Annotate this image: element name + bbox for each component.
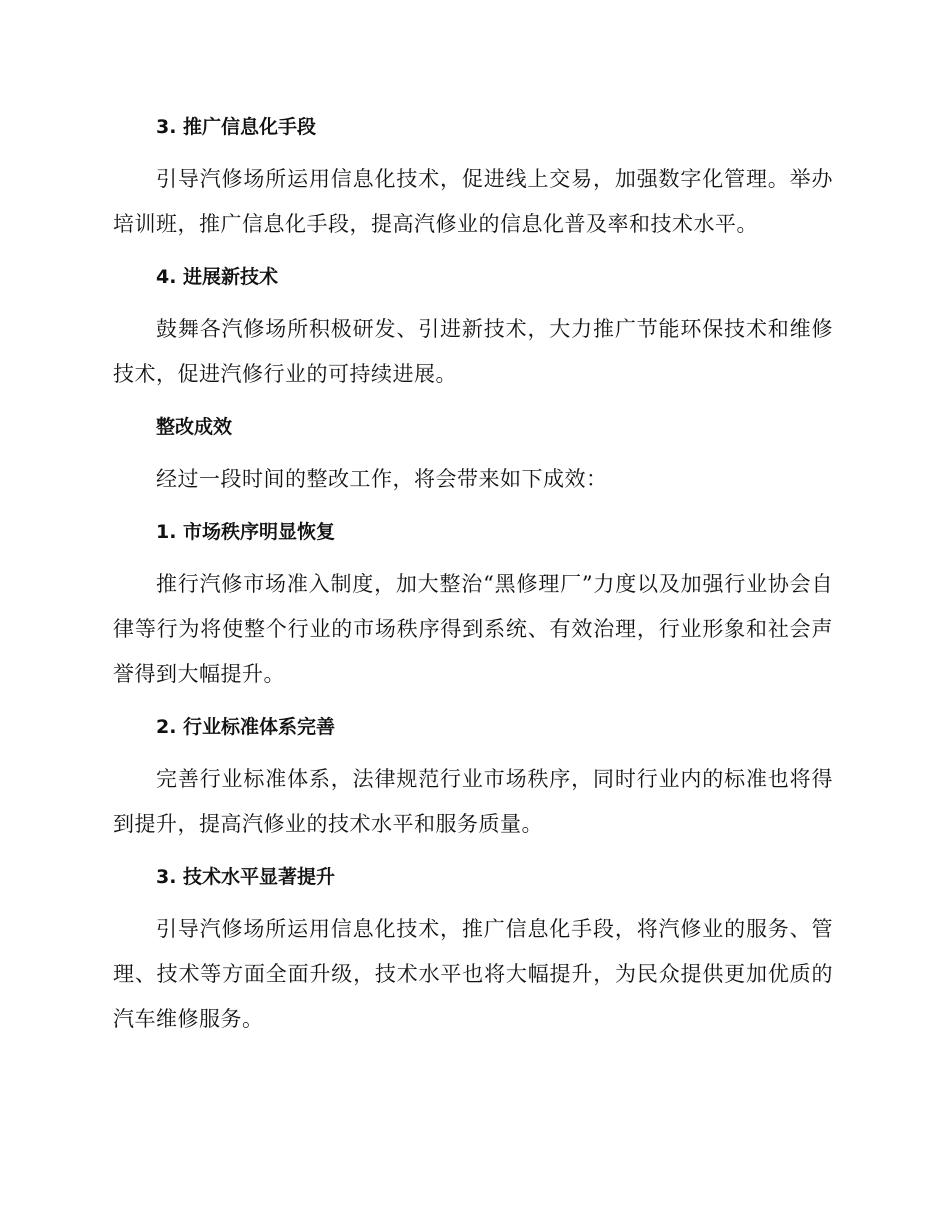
paragraph-technology-level: 引导汽修场所运用信息化技术，推广信息化手段，将汽修业的服务、管理、技术等方面全面升级，技术水平也将大幅提升，为民众提供更加优质的汽车维修服务。 (113, 917, 833, 1031)
paragraph-results-intro: 经过一段时间的整改工作，将会带来如下成效： (156, 467, 608, 491)
section-heading-market-order: 1. 市场秩序明显恢复 (156, 521, 336, 543)
paragraph-market-order: 推行汽修市场准入制度，加大整治“黑修理厂”力度以及加强行业协会自律等行为将使整个行业的市场秩序得到系统、有效治理，行业形象和社会声誉得到大幅提升。 (113, 572, 833, 686)
section-heading-rectification-results: 整改成效 (156, 416, 233, 438)
section-heading-promote-informatization: 3. 推广信息化手段 (156, 116, 317, 138)
paragraph-standards-system: 完善行业标准体系，法律规范行业市场秩序，同时行业内的标准也将得到提升，提高汽修业的技术水平和服务质量。 (113, 767, 833, 836)
paragraph-new-technology: 鼓舞各汽修场所积极研发、引进新技术，大力推广节能环保技术和维修技术，促进汽修行业的可持续进展。 (113, 317, 833, 386)
document-body (113, 106, 833, 1051)
section-heading-technology-level: 3. 技术水平显著提升 (156, 866, 336, 888)
section-heading-standards-system: 2. 行业标准体系完善 (156, 716, 336, 738)
section-heading-new-technology: 4. 进展新技术 (156, 266, 279, 288)
paragraph-informatization: 引导汽修场所运用信息化技术，促进线上交易，加强数字化管理。举办培训班，推广信息化手段，提高汽修业的信息化普及率和技术水平。 (113, 167, 833, 236)
